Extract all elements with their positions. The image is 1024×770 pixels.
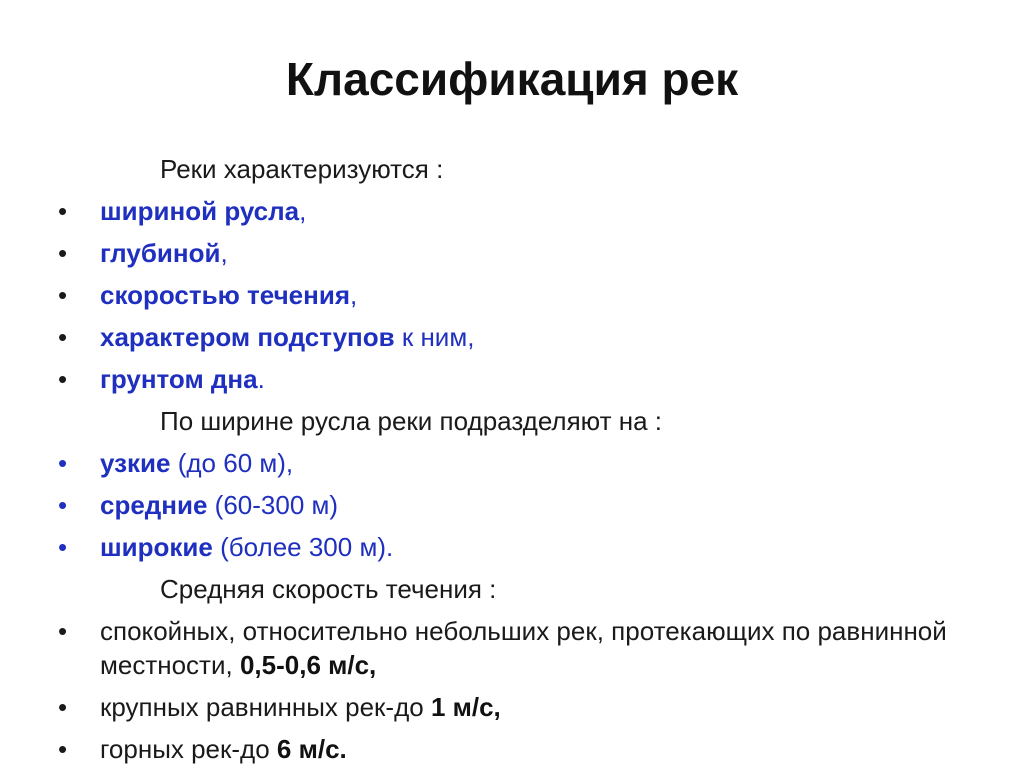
item-text: , [299, 196, 307, 226]
item-text: (более 300 м). [212, 532, 394, 562]
slide-title: Классификация рек [285, 53, 739, 105]
bullet-icon: • [58, 322, 68, 352]
list-item [58, 358, 988, 400]
keyword: узкие [100, 448, 171, 478]
keyword: широкие [100, 532, 213, 562]
bullet-icon: • [58, 532, 68, 562]
bullet-icon: • [58, 196, 68, 226]
list-item [58, 610, 988, 686]
item-text: горных рек-до [100, 734, 277, 764]
bullet-icon: • [58, 364, 68, 394]
bullet-icon: • [58, 280, 68, 310]
section-intro-speed: Средняя скорость течения : [160, 574, 497, 604]
list-item [58, 232, 988, 274]
item-text: спокойных, относительно небольших рек, протекающих по равнинной местности, [100, 616, 947, 680]
keyword: глубиной [100, 238, 221, 268]
section-intro-width: По ширине русла реки подразделяют на : [160, 406, 663, 436]
list-item [58, 728, 988, 770]
list-item [58, 484, 988, 526]
section-intro-characteristics: Реки характеризуются : [160, 154, 444, 184]
keyword: грунтом дна [100, 364, 258, 394]
bullet-icon: • [58, 734, 68, 764]
item-text: крупных равнинных рек-до [100, 692, 431, 722]
keyword: шириной русла [100, 196, 300, 226]
item-text: к ним, [394, 322, 475, 352]
item-text: , [350, 280, 358, 310]
slide-content [58, 148, 988, 770]
list-item [58, 316, 988, 358]
keyword: средние [100, 490, 208, 520]
speed-value: 0,5-0,6 м/с, [239, 650, 377, 680]
item-text: (60-300 м) [207, 490, 339, 520]
list-item [58, 190, 988, 232]
bullet-icon: • [58, 238, 68, 268]
item-text: (до 60 м), [170, 448, 294, 478]
list-item [58, 526, 988, 568]
bullet-icon: • [58, 692, 68, 722]
bullet-icon: • [58, 490, 68, 520]
speed-value: 6 м/с. [276, 734, 347, 764]
item-text: , [220, 238, 228, 268]
list-item [58, 686, 988, 728]
item-text: . [257, 364, 265, 394]
list-item [58, 442, 988, 484]
speed-value: 1 м/с, [430, 692, 501, 722]
bullet-icon: • [58, 616, 68, 646]
bullet-icon: • [58, 448, 68, 478]
list-item [58, 274, 988, 316]
keyword: скоростью течения [100, 280, 350, 310]
keyword: характером подступов [100, 322, 395, 352]
